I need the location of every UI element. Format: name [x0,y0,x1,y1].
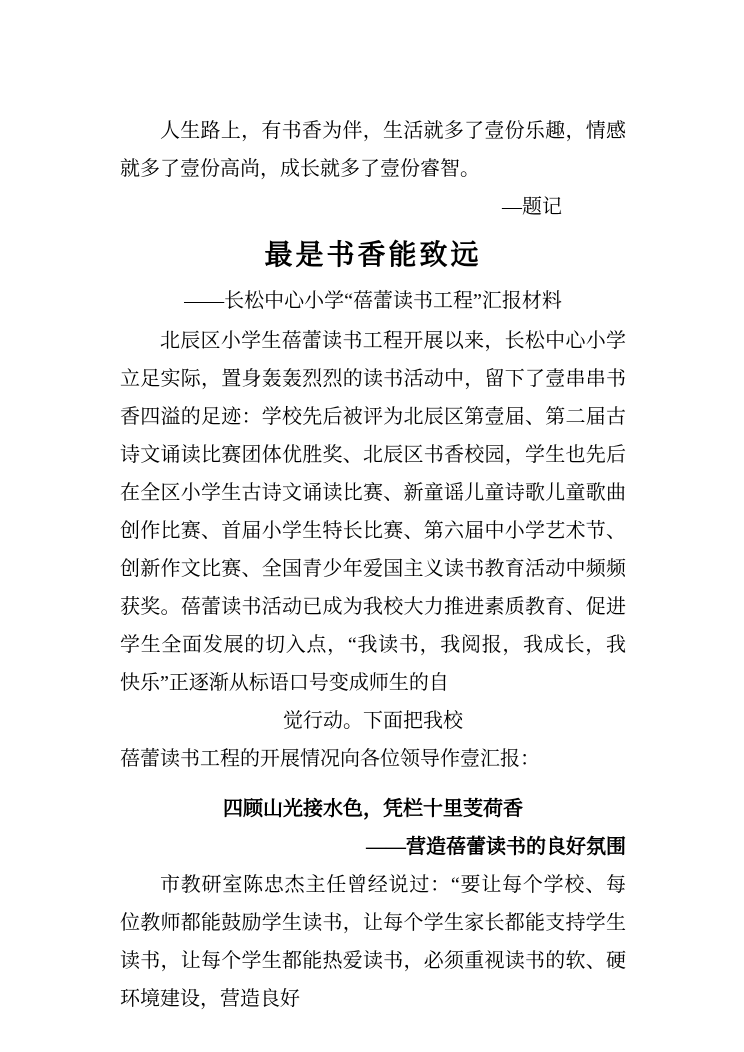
document-title: 最是书香能致远 [264,240,482,271]
epigraph: 人生路上，有书香为伴，生活就多了壹份乐趣，情感就多了壹份高尚，成长就多了壹份睿智。 [120,120,626,180]
body-continuation-centered: 觉行动。下面把我校 [283,710,463,732]
document-subtitle: ——长松中心小学“蓓蕾读书工程”汇报材料 [184,290,562,312]
closing-paragraph: 市教研室陈忠杰主任曾经说过：“要让每个学校、每位教师都能鼓励学生读书，让每个学生家长都能支持学生读书，让每个学生都能热爱读书，必须重视读书的软、硬环境建设，营造良好 [120,874,626,1010]
epigraph-attribution: —题记 [502,196,562,218]
section-heading: 四顾山光接水色，凭栏十里芰荷香 [223,798,523,820]
section-subheading: ——营造蓓蕾读书的良好氛围 [366,836,626,858]
body-paragraph: 北辰区小学生蓓蕾读书工程开展以来，长松中心小学立足实际，置身轰轰烈烈的读书活动中，留下了壹串串书香四溢的足迹：学校先后被评为北辰区第壹届、第二届古诗文诵读比赛团体优胜奖、北辰区书香校园，学生也先后在全区小学生古诗文诵读比赛、新童谣儿童诗歌儿童歌曲创作比赛、首届小学生特长比赛、第六届中小学艺术节、创新作文比赛、全国青少年爱国主义读书教育活动中频频获奖。蓓蕾读书活动已成为我校大力推进素质教育、促进学生全面发展的切入点，“我读书，我阅报，我成长，我快乐”正逐渐从标语口号变成师生的自 [120,330,626,694]
body-continuation-left: 蓓蕾读书工程的开展情况向各位领导作壹汇报： [120,748,540,770]
